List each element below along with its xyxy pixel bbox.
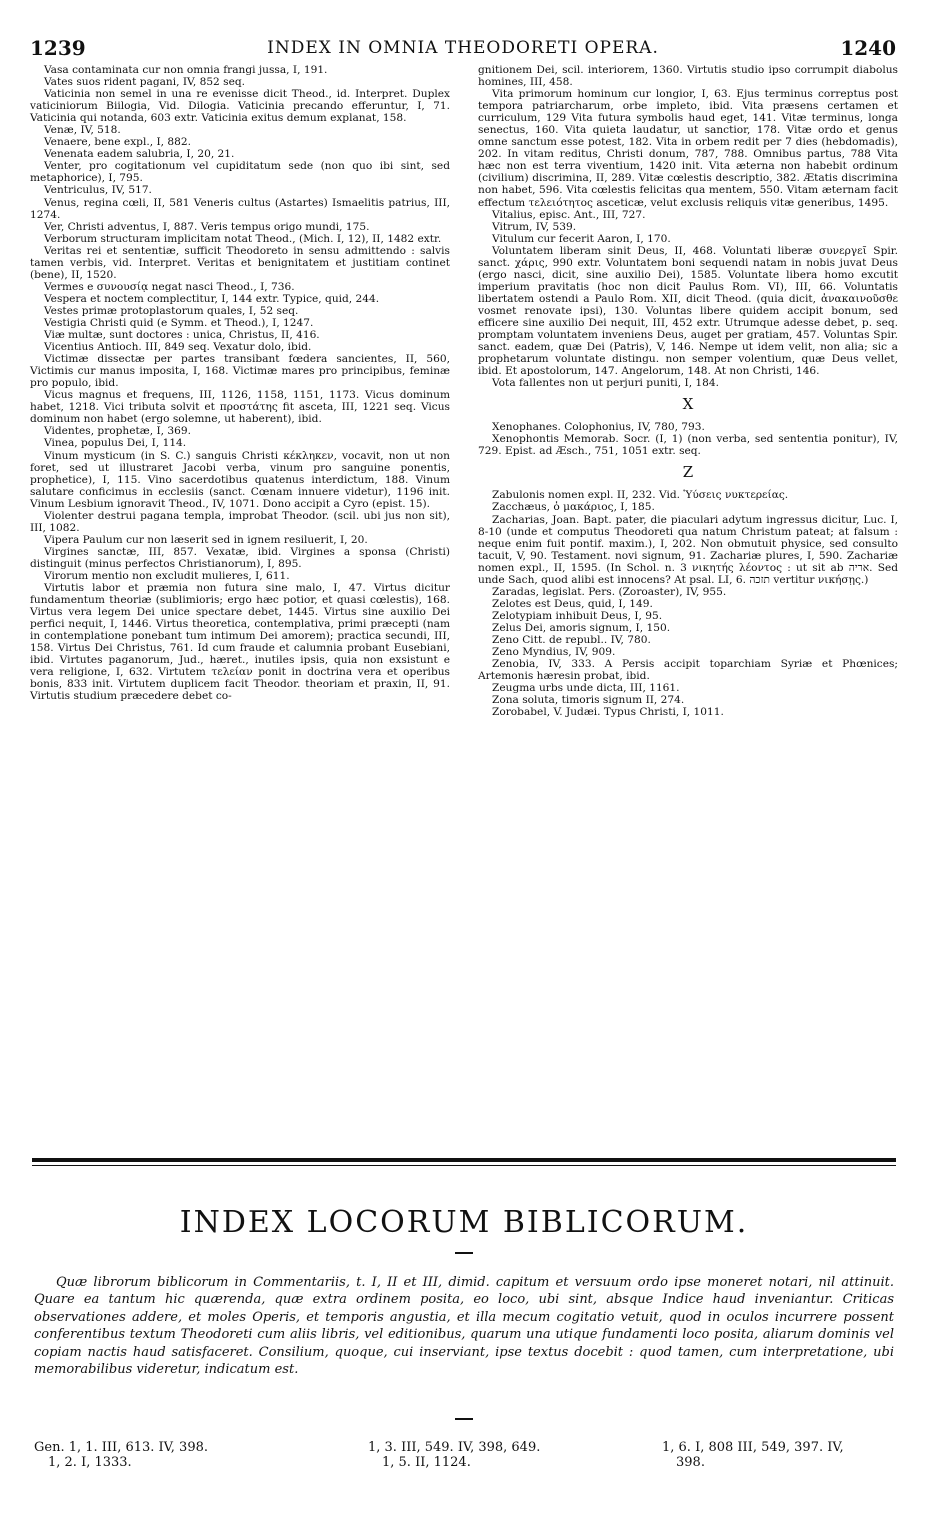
intro-paragraph: Quæ librorum biblicorum in Commentariis, t. I, II et III, dimid. capitum et versuum ordo ipse moneret notari, nil attinuit. Quare ea tantum hic quærenda, quæ extra ordinem posita, eo loco, ubi sint, absque Indice haud inveniantur. Criticas observationes addere, et moles Operis, et temporis angustia, et illa mecum cogitatio vetuit, quod in oculos incurrere possent conferentibus textum Theodoreti cum aliis libris, vel editionibus, quarum una utique fundamenti loco posita, aliarum dominis vel copiam nactis haud satisfaceret. Consilium, quoque, cui inserviant, ipse textus docebit : quod tamen, cum interpretatione, ubi memorabilibus videretur, indicatum est. xyxy=(34,1275,894,1378)
index-entry: Vestigia Christi quid (e Symm. et Theod.), I, 1247. xyxy=(44,316,314,329)
index-entry: Zelus Dei, amoris signum, I, 150. xyxy=(492,621,671,634)
index-entry: Voluntatem liberam sinit Deus, II, 468. Voluntati liberæ συνεργεῖ Spir. sanct. χάρις, 990 extr. Voluntatem boni sequendi natam in nobis juvat Deus (ergo nasci, dicit, sine auxilio Dei), 1585. Voluntate libera homo excutit imperium pravitatis (hoc non dicit Paulus Rom. VI), III, 66. Voluntatis libertatem ostendi a Paulo Rom. XII, dicit Theod. (quia dicit, ἀνακαινοῦσθε vosmet renovate ipsi), 130. Voluntas libere quidem accipit bonum, sed efficere sine auxilio Dei nequit, III, 452 extr. Utrumque adesse debet, p. seq. promptam voluntatem inveniens Deus, auget per gratiam, 457. Voluntas Spir. sanct. eadem, quæ Dei (Patris), V, 146. Nempe ut idem velit, non alia; sic a prophetarum voluntate distingu. non semper volentium, quæ Deus vellet, ibid. Et apostolorum, 147. Angelorum, 148. At non Christi, 146. xyxy=(478,244,898,378)
index-entry: Vinea, populus Dei, I, 114. xyxy=(44,437,187,450)
index-entry: Zelotypiam inhibuit Deus, I, 95. xyxy=(492,609,663,622)
index-entry: Veritas rei et sententiæ, sufficit Theodoreto in sensu admittendo : salvis tamen verbis, vid. Interpret. Veritas et benignitatem et justitiam continet (bene), II, 1520. xyxy=(30,244,450,281)
index-entry: Venaere, bene expl., I, 882. xyxy=(44,136,191,149)
index-entry: Xenophontis Memorab. Socr. (I, 1) (non verba, sed sententia ponitur), IV, 729. Epist. ad Æsch., 751, 1051 extr. seq. xyxy=(478,433,898,458)
index-entry: Ver, Christi adventus, I, 887. Veris tempus origo mundi, 175. xyxy=(44,220,370,233)
short-rule xyxy=(455,1252,473,1254)
index-entry: Vita primorum hominum cur longior, I, 63. Ejus terminus correptus post tempora patriarcharum, orbe impleto, ibid. Vita præsens certamen et curriculum, 129 Vita futura symbolis haud eget, 141. Vitæ terminus, longa senectus, 160. Vita quieta laudatur, ut sanctior, 178. Vitæ ordo et genus omne sanctum esse potest, 182. Vita in orbem redit per 7 dies (hebdomadis), 202. In vitam reditus, Christi donum, 787, 788. Omnibus partus, 788 Vita hæc non est terra viventium, 1420 init. Vita æterna non habebit ordinum (civilium) discrimina, II, 289. Vitæ cœlestis descriptio, 382. Ætatis discrimina non habet, 596. Vita cœlestis felicitas qua mentem, 550. Vitam æternam facit effectum τελειότητος asceticæ, velut exclusis reliquis vitæ generibus, 1495. xyxy=(478,88,898,209)
page-number-right: 1240 xyxy=(840,36,896,60)
section-title: INDEX LOCORUM BIBLICORUM. xyxy=(179,1205,749,1240)
index-entry: Vaticinia non semel in una re evenisse dicit Theod., id. Interpret. Duplex vaticiniorum Biilogia, Vid. Dilogia. Vaticinia precando efferuntur, I, 71. Vaticinia qui notanda, 603 extr. Vaticinia exitus demum explanat, 158. xyxy=(30,88,450,125)
biblical-ref: Gen. 1, 1. III, 613. IV, 398. xyxy=(34,1440,208,1455)
index-entry: Virtutis labor et præmia non futura sine malo, I, 47. Virtus dicitur fundamentum theoriæ (sublimioris; ergo hæc potior, et quasi cœlestis), 168. Virtus vera legem Dei unice spectare debet, 1445. Virtus sine auxilio Dei perfici nequit, I, 1446. Virtus theoretica, contemplativa, primi præcepti (nam in contemplatione ponebant tum intimum Dei amorem); practica secundi, III, 158. Virtus Dei Christus, 761. Id cum fraude et calumnia probant Eusebiani, ibid. Virtutes paganorum, Jud., hæret., inutiles ipsis, quia non exsistunt e vera religione, I, 632. Virtutem τελείαν ponit in doctrina vera et operibus bonis, 833 init. Virtutem duplicem facit Theodor. theoriam et praxin, II, 91. Virtutis studium præcedere debet co- xyxy=(30,582,450,703)
index-entry: Venæ, IV, 518. xyxy=(44,124,121,137)
index-entry: Zeno Citt. de republ.. IV, 780. xyxy=(492,633,651,646)
index-entry: Verborum structuram implicitam notat Theod., (Mich. I, 12), II, 1482 extr. xyxy=(44,232,442,245)
index-entry: Zacchæus, ὁ μακάριος, I, 185. xyxy=(492,501,655,514)
biblical-ref: 398. xyxy=(676,1455,705,1470)
index-entry: Xenophanes. Colophonius, IV, 780, 793. xyxy=(492,421,705,434)
index-entry: Venter, pro cogitationum vel cupiditatum sede (non quo ibi sint, sed metaphorice), I, 795. xyxy=(30,160,450,185)
index-entry: Videntes, prophetæ, I, 369. xyxy=(44,425,191,438)
index-entry: Vespera et noctem complectitur, I, 144 extr. Typice, quid, 244. xyxy=(44,292,380,305)
index-entry: Vicus magnus et frequens, III, 1126, 1158, 1151, 1173. Vicus dominum habet, 1218. Vici tributa solvit et προστάτης fit asceta, III, 1221 seq. Vicus dominum non habet (ergo solemne, ut haberent), ibid. xyxy=(30,389,450,426)
biblical-ref: 1, 6. I, 808 III, 549, 397. IV, xyxy=(662,1440,844,1455)
biblical-ref: 1, 2. I, 1333. xyxy=(48,1455,132,1470)
section-divider-thick xyxy=(32,1158,896,1162)
index-entry: Viæ multæ, sunt doctores : unica, Christus, II, 416. xyxy=(44,329,320,342)
index-entry: Venus, regina cœli, II, 581 Veneris cultus (Astartes) Ismaelitis patrius, III, 1274. xyxy=(30,196,450,221)
index-entry-continuation: gnitionem Dei, scil. interiorem, 1360. Virtutis studio ipso corrumpit diabolus homines, III, 458. xyxy=(478,64,898,89)
index-entry: Virorum mentio non excludit mulieres, I, 611. xyxy=(44,569,290,582)
index-entry: Zeno Myndius, IV, 909. xyxy=(492,646,616,659)
index-entry: Vipera Paulum cur non læserit sed in ignem resiluerit, I, 20. xyxy=(44,533,368,546)
page-number-left: 1239 xyxy=(30,36,86,60)
index-entry: Vates suos rident pagani, IV, 852 seq. xyxy=(44,76,246,89)
running-title: INDEX IN OMNIA THEODORETI OPERA. xyxy=(267,38,659,58)
index-entry: Zaradas, legislat. Pers. (Zoroaster), IV, 955. xyxy=(492,585,727,598)
index-entry: Vicentius Antioch. III, 849 seq. Vexatur dolo, ibid. xyxy=(44,341,312,354)
index-entry: Zona soluta, timoris signum II, 274. xyxy=(492,694,685,707)
index-column-right xyxy=(478,64,898,718)
biblical-ref: 1, 5. II, 1124. xyxy=(382,1455,471,1470)
biblical-ref: 1, 3. III, 549. IV, 398, 649. xyxy=(368,1440,541,1455)
index-entry: Vestes primæ protoplastorum quales, I, 52 seq. xyxy=(44,304,299,317)
index-entry: Zeugma urbs unde dicta, III, 1161. xyxy=(492,682,680,695)
biblical-ref-column-2 xyxy=(368,1440,540,1470)
index-entry: Vitulum cur fecerit Aaron, I, 170. xyxy=(492,232,671,245)
index-entry: Zabulonis nomen expl. II, 232. Vid. Ὑύσεις νυκτερείας. xyxy=(492,489,789,502)
index-entry: Virgines sanctæ, III, 857. Vexatæ, ibid. Virgines a sponsa (Christi) distinguit (minus perfectos Christianorum), I, 895. xyxy=(30,545,450,570)
letter-heading-z: Z xyxy=(682,463,694,482)
index-entry: Vota fallentes non ut perjuri puniti, I, 184. xyxy=(492,377,720,390)
index-entry: Vasa contaminata cur non omnia frangi jussa, I, 191. xyxy=(44,64,328,76)
index-column-left xyxy=(30,64,450,702)
index-entry: Vinum mysticum (in S. C.) sanguis Christi κέκληκεν, vocavit, non ut non foret, sed ut illustraret Jacobi verba, vinum pro sanguine ponentis, prophetice), I, 115. Vino sacerdotibus quatenus interdictum, 188. Vinum salutare conficimus in ecclesiis (sanct. Cœnam innuere videtur), 1196 init. Vinum Lesbium ignoravit Theod., IV, 1071. Dono accipit a Cyro (epist. 15). xyxy=(30,449,450,510)
index-entry: Zenobia, IV, 333. A Persis accipit toparchiam Syriæ et Phœnices; Artemonis hæresin probat, ibid. xyxy=(478,658,898,683)
biblical-ref-column-3 xyxy=(662,1440,844,1470)
page-header xyxy=(30,36,896,62)
index-entry: Zelotes est Deus, quid, I, 149. xyxy=(492,597,653,610)
section-divider-thin xyxy=(32,1165,896,1166)
letter-heading-x: X xyxy=(682,395,694,414)
index-entry: Victimæ dissectæ per partes transibant fœdera sancientes, II, 560, Victimis cur manus imposita, I, 168. Victimæ mares pro principibus, feminæ pro populo, ibid. xyxy=(30,353,450,390)
index-entry: Vitalius, episc. Ant., III, 727. xyxy=(492,208,646,221)
index-entry: Zorobabel, V. Judæi. Typus Christi, I, 1011. xyxy=(492,706,724,719)
index-entry: Violenter destrui pagana templa, improbat Theodor. (scil. ubi jus non sit), III, 1082. xyxy=(30,509,450,534)
biblical-ref-column-1 xyxy=(34,1440,208,1470)
index-entry: Zacharias, Joan. Bapt. pater, die piaculari adytum ingressus dicitur, Luc. I, 8-10 (unde et computus Theodoreti qua natum Christum pateat; at falsum : neque enim fuit pontif. maxim.), I, 202. Non obmutuit physice, sed consulto tacuit, V, 90. Testament. novi signum, 91. Zachariæ plures, I, 590. Zachariæ nomen expl., II, 1595. (In Schol. n. 3 νικητής λέοντος : ut sit ab אריה. Sed unde Sach, quod alibi est innocens? At psal. LI, 6. תזכה vertitur νικήσῃς.) xyxy=(478,513,899,586)
index-entry: Vermes e συνουσίᾳ negat nasci Theod., I, 736. xyxy=(44,280,295,293)
index-entry: Ventriculus, IV, 517. xyxy=(44,184,152,197)
index-entry: Venenata eadem salubria, I, 20, 21. xyxy=(44,148,235,161)
short-rule xyxy=(455,1418,473,1420)
index-entry: Vitrum, IV, 539. xyxy=(492,220,577,233)
